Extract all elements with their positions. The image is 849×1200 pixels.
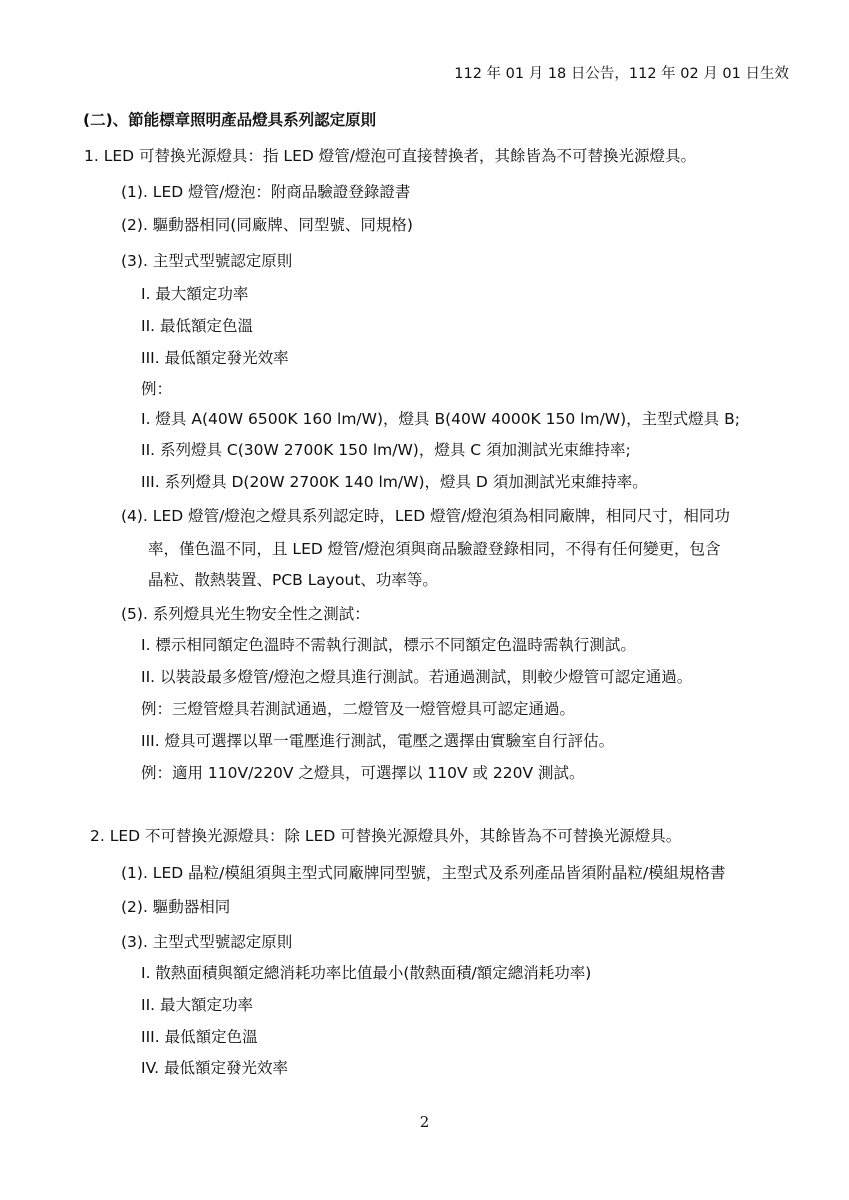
part2-item3-iii: III. 最低額定色溫 <box>141 1028 258 1046</box>
page-number: 2 <box>419 1113 430 1131</box>
part2-item3-ii: II. 最大額定功率 <box>141 996 253 1014</box>
part1-item2: (2). 驅動器相同(同廠牌、同型號、同規格) <box>121 216 413 234</box>
part1-title: 1. LED 可替換光源燈具：指 LED 燈管/燈泡可直接替換者，其餘皆為不可替換光源燈具。 <box>84 147 696 165</box>
part1-item3-i: I. 最大額定功率 <box>141 285 249 303</box>
announcement-date: 112 年 01 月 18 日公告，112 年 02 月 01 日生效 <box>454 66 789 82</box>
part1-example-i: I. 燈具 A(40W 6500K 160 lm/W)，燈具 B(40W 4000K 150 lm/W)，主型式燈具 B; <box>141 410 740 428</box>
part1-item3: (3). 主型式型號認定原則 <box>121 252 293 270</box>
part2-item3-i: I. 散熱面積與額定總消耗功率比值最小(散熱面積/額定總消耗功率) <box>141 964 592 982</box>
part2-item3-iv: IV. 最低額定發光效率 <box>141 1059 289 1077</box>
part1-item5-i: I. 標示相同額定色溫時不需執行測試，標示不同額定色溫時需執行測試。 <box>141 636 636 654</box>
part1-item3-iii: III. 最低額定發光效率 <box>141 349 289 367</box>
part1-example-label: 例： <box>141 380 173 398</box>
part1-example-iii: III. 系列燈具 D(20W 2700K 140 lm/W)，燈具 D 須加測試光束維持率。 <box>141 473 648 491</box>
part2-item1: (1). LED 晶粒/模組須與主型式同廠牌同型號，主型式及系列產品皆須附晶粒/模組規格書 <box>121 864 726 882</box>
part1-item5: (5). 系列燈具光生物安全性之測試： <box>121 605 370 623</box>
part2-item3: (3). 主型式型號認定原則 <box>121 933 293 951</box>
part1-item5-iii: III. 燈具可選擇以單一電壓進行測試，電壓之選擇由實驗室自行評估。 <box>141 732 615 750</box>
part1-item5-example1: 例：三燈管燈具若測試通過，二燈管及一燈管燈具可認定通過。 <box>141 700 576 718</box>
part1-item1: (1). LED 燈管/燈泡：附商品驗證登錄證書 <box>121 183 411 201</box>
part1-item4-line1: (4). LED 燈管/燈泡之燈具系列認定時，LED 燈管/燈泡須為相同廠牌，相同尺寸，相同功 <box>121 507 730 525</box>
part1-item5-example2: 例：適用 110V/220V 之燈具，可選擇以 110V 或 220V 測試。 <box>141 764 585 782</box>
part1-item4-line3: 晶粒、散熱裝置、PCB Layout、功率等。 <box>148 571 438 589</box>
part1-example-ii: II. 系列燈具 C(30W 2700K 150 lm/W)，燈具 C 須加測試光束維持率; <box>141 441 631 459</box>
part1-item5-ii: II. 以裝設最多燈管/燈泡之燈具進行測試。若通過測試，則較少燈管可認定通過。 <box>141 668 693 686</box>
part1-item3-ii: II. 最低額定色溫 <box>141 317 253 335</box>
section-title: (二)、節能標章照明產品燈具系列認定原則 <box>83 111 377 129</box>
part1-item4-line2: 率，僅色溫不同，且 LED 燈管/燈泡須與商品驗證登錄相同，不得有任何變更，包含 <box>148 540 721 558</box>
part2-title: 2. LED 不可替換光源燈具：除 LED 可替換光源燈具外，其餘皆為不可替換光源燈具。 <box>90 827 682 845</box>
part2-item2: (2). 驅動器相同 <box>121 898 231 916</box>
